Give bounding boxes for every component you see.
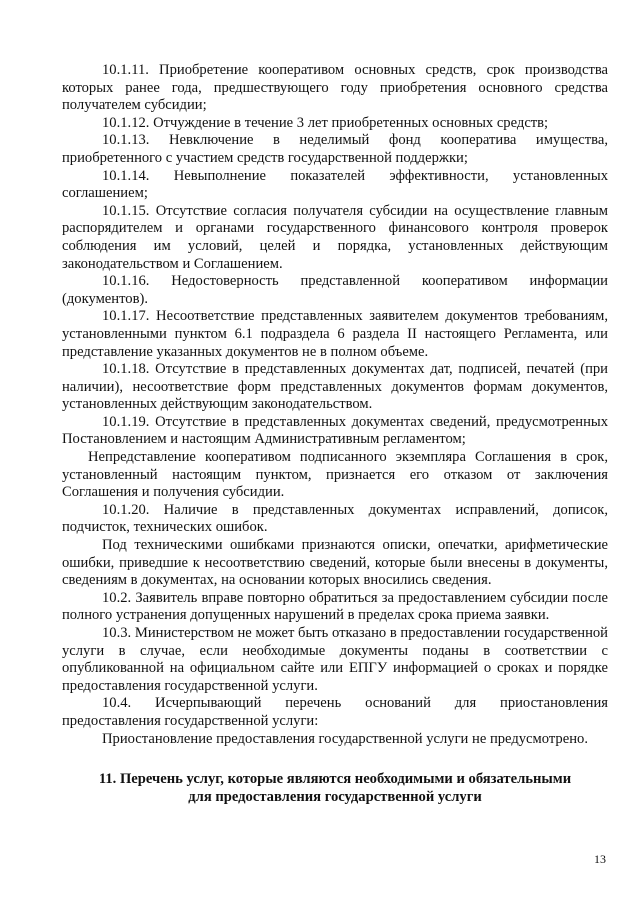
paragraph-10-1-20: 10.1.20. Наличие в представленных документах исправлений, дописок, подчисток, технических ошибок. (62, 501, 608, 536)
heading-line-1: 11. Перечень услуг, которые являются необходимыми и обязательными (98, 771, 572, 788)
paragraph-10-1-11: 10.1.11. Приобретение кооперативом основных средств, срок производства которых ранее года, предшествующего году приобретения основного средства получателем субсидии; (62, 62, 608, 114)
heading-line-2: для предоставления государственной услуги (188, 789, 482, 806)
document-body (62, 62, 608, 806)
page-number: 13 (594, 852, 606, 866)
paragraph-10-1-16: 10.1.16. Недостоверность представленной кооперативом информации (документов). (62, 273, 608, 307)
paragraph-10-1-18: 10.1.18. Отсутствие в представленных документах дат, подписей, печатей (при наличии), несоответствие форм представленных документов формам документов, установленных действующим законодательством. (62, 361, 608, 413)
paragraph-suspension: Приостановление предоставления государственной услуги не предусмотрено. (102, 730, 588, 747)
paragraph-10-1-15: 10.1.15. Отсутствие согласия получателя субсидии на осуществление главным распорядителем и органами государственного финансового контроля проверок соблюдения им условий, целей и порядка, установленных действующим законодательством и Соглашением. (62, 202, 608, 272)
paragraph-10-1-13: 10.1.13. Невключение в неделимый фонд кооператива имущества, приобретенного с участием средств государственной поддержки; (62, 132, 608, 166)
paragraph-10-4: 10.4. Исчерпывающий перечень оснований для приостановления предоставления государственной услуги: (62, 695, 608, 729)
paragraph-10-1-17: 10.1.17. Несоответствие представленных заявителем документов требованиям, установленными пунктом 6.1 подраздела 6 раздела II настоящего Регламента, или представление указанных документов не в полном объеме. (62, 308, 608, 360)
paragraph-10-1-12: 10.1.12. Отчуждение в течение 3 лет приобретенных основных средств; (102, 114, 549, 131)
paragraph-10-1-19: 10.1.19. Отсутствие в представленных документах сведений, предусмотренных Постановлением и настоящим Административным регламентом; (62, 413, 608, 448)
paragraph-10-2: 10.2. Заявитель вправе повторно обратиться за предоставлением субсидии после полного устранения допущенных нарушений в пределах срока приема заявки. (62, 589, 608, 624)
paragraph-10-1-14: 10.1.14. Невыполнение показателей эффективности, установленных соглашением; (62, 167, 608, 202)
section-11-heading (62, 770, 608, 806)
paragraph-10-3: 10.3. Министерством не может быть отказано в предоставлении государственной услуги в случае, если необходимые документы поданы в соответствии с опубликованной на официальном сайте или ЕПГУ информацией о сроках и порядке предоставления государственной услуги. (62, 625, 608, 694)
paragraph-technical-errors: Под техническими ошибками признаются описки, опечатки, арифметические ошибки, приведшие к несоответствию сведений, которые были внесены в документы, сведениям в документах, на основании которых вносились сведения. (62, 537, 608, 589)
paragraph-non-submission: Непредставление кооперативом подписанного экземпляра Соглашения в срок, установленный настоящим пунктом, признается его отказом от заключения Соглашения и получения субсидии. (62, 449, 608, 501)
